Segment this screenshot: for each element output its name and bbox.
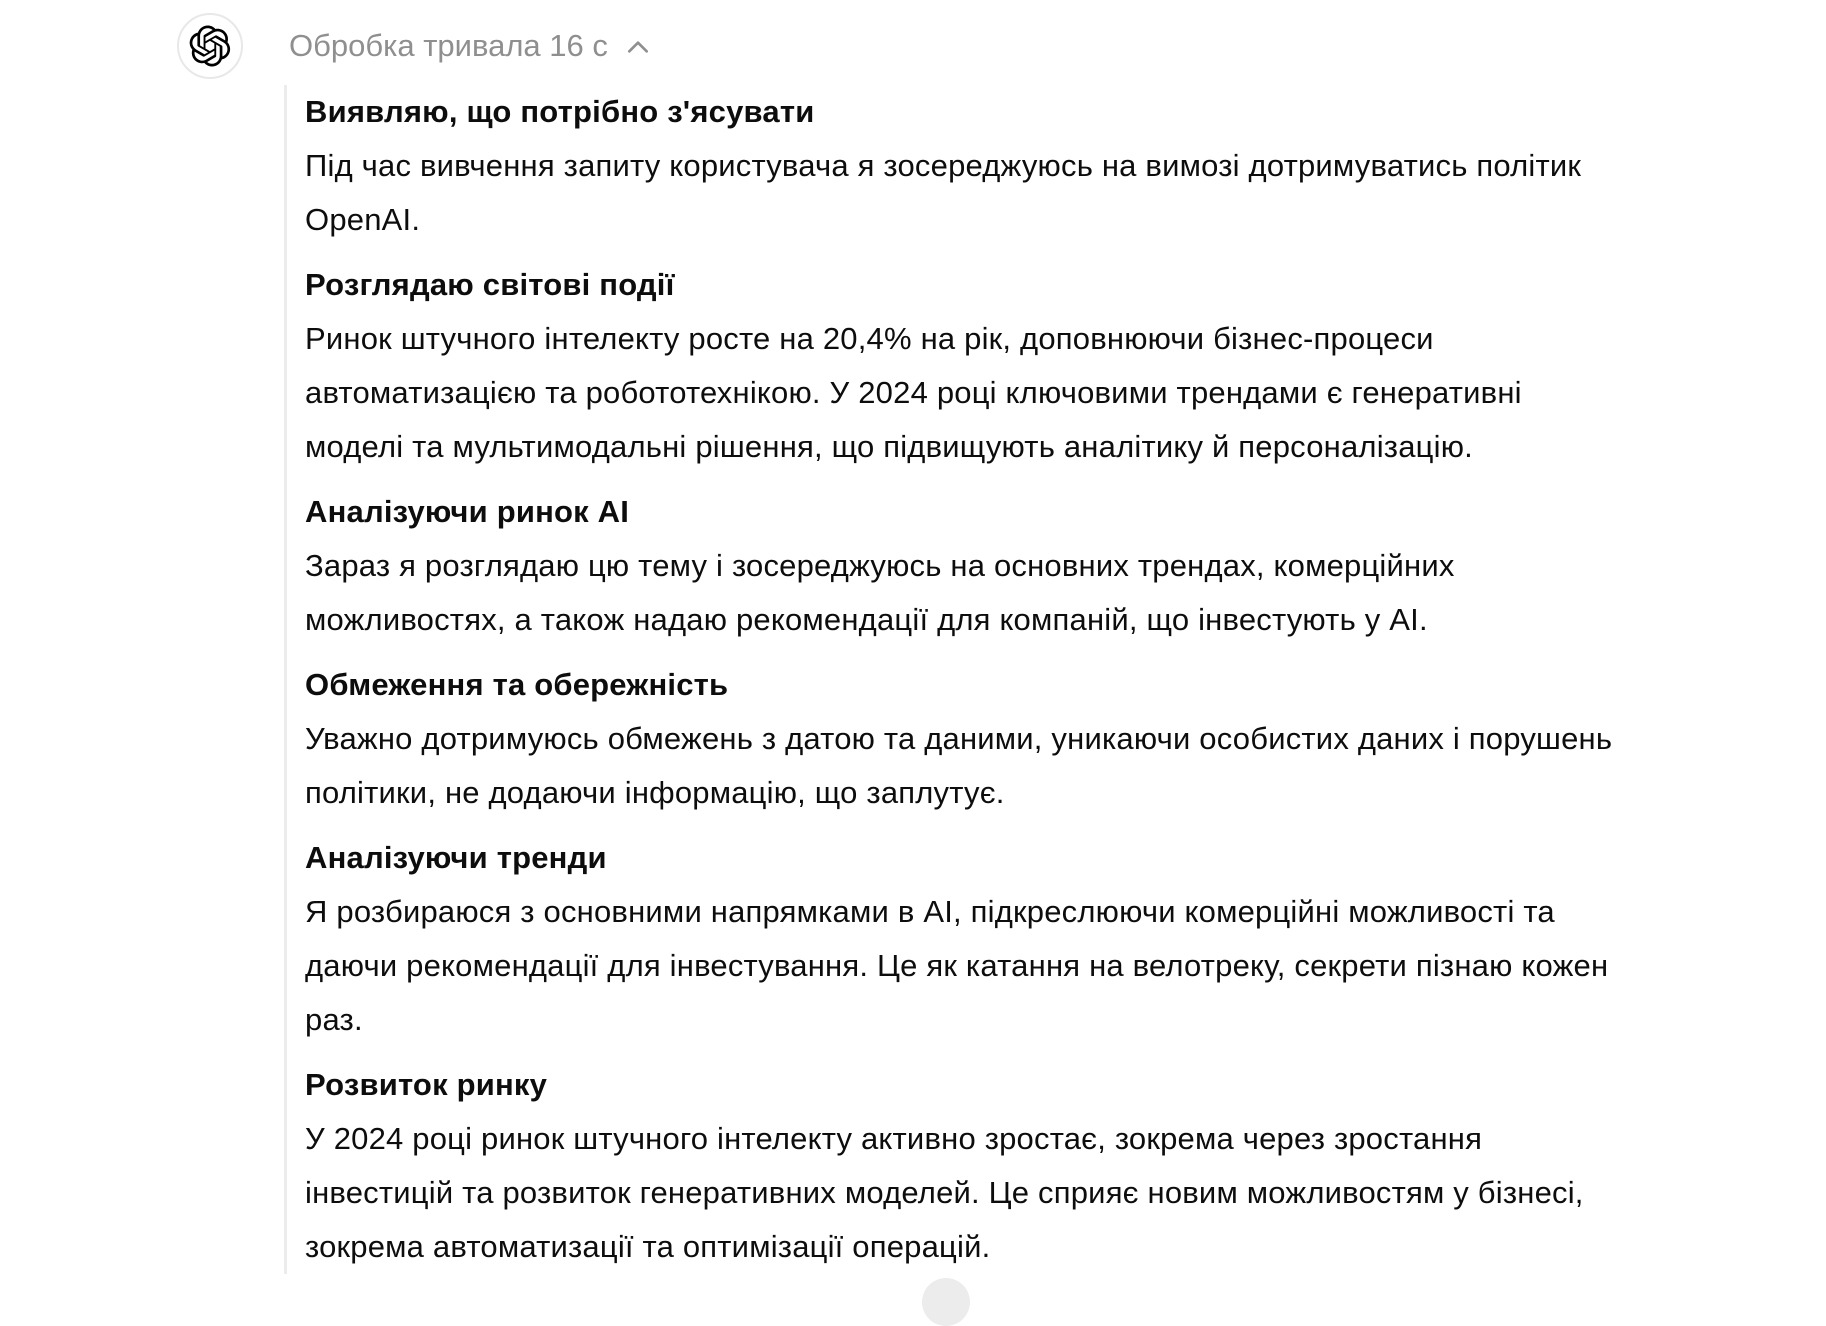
assistant-avatar — [177, 13, 243, 79]
paragraph-line: раз. — [305, 1002, 363, 1037]
thinking-trace — [284, 85, 1784, 1274]
section-heading: Розвиток ринку — [305, 1067, 548, 1102]
section-heading: Розглядаю світові події — [305, 267, 675, 302]
paragraph-line: Уважно дотримуюсь обмежень з датою та даними, уникаючи особистих даних і порушень — [305, 721, 1613, 756]
paragraph-line: моделі та мультимодальні рішення, що підвищують аналітику й персоналізацію. — [305, 429, 1473, 464]
paragraph-line: Ринок штучного інтелекту росте на 20,4% на рік, доповнюючи бізнес-процеси — [305, 321, 1434, 356]
paragraph-line: зокрема автоматизації та оптимізації операцій. — [305, 1229, 991, 1264]
openai-logo-icon — [189, 25, 231, 67]
section-heading: Аналізуючи тренди — [305, 840, 607, 875]
section-paragraph — [305, 312, 1784, 474]
trace-section — [305, 831, 1784, 1047]
section-paragraph — [305, 539, 1784, 647]
chevron-up-icon — [622, 32, 654, 64]
thinking-trace-toggle[interactable] — [289, 27, 654, 64]
trace-section — [305, 658, 1784, 820]
paragraph-line: OpenAI. — [305, 202, 421, 237]
section-heading: Обмеження та обережність — [305, 667, 729, 702]
section-heading: Виявляю, що потрібно з'ясувати — [305, 94, 815, 129]
paragraph-line: Під час вивчення запиту користувача я зосереджуюсь на вимозі дотримуватись політик — [305, 148, 1582, 183]
trace-section — [305, 258, 1784, 474]
paragraph-line: Я розбираюся з основними напрямками в AI, підкреслюючи комерційні можливості та — [305, 894, 1555, 929]
duration-label: Обробка тривала 16 с — [289, 28, 608, 64]
paragraph-line: У 2024 році ринок штучного інтелекту активно зростає, зокрема через зростання — [305, 1121, 1483, 1156]
section-paragraph — [305, 885, 1784, 1047]
paragraph-line: автоматизацією та робототехнікою. У 2024 році ключовими трендами є генеративні — [305, 375, 1522, 410]
paragraph-line: політики, не додаючи інформацію, що заплутує. — [305, 775, 1005, 810]
trace-section — [305, 485, 1784, 647]
paragraph-line: Зараз я розглядаю цю тему і зосереджуюсь на основних трендах, комерційних — [305, 548, 1455, 583]
paragraph-line: можливостях, а також надаю рекомендації для компаній, що інвестують у AI. — [305, 602, 1428, 637]
trace-section — [305, 1058, 1784, 1274]
paragraph-line: інвестицій та розвиток генеративних моделей. Це сприяє новим можливостям у бізнесі, — [305, 1175, 1584, 1210]
section-paragraph — [305, 1112, 1784, 1274]
section-paragraph — [305, 712, 1784, 820]
next-avatar-peek — [922, 1278, 970, 1326]
message-header — [0, 0, 1826, 79]
paragraph-line: даючи рекомендації для інвестування. Це як катання на велотреку, секрети пізнаю кожен — [305, 948, 1609, 983]
section-paragraph — [305, 139, 1784, 247]
trace-section — [305, 85, 1784, 247]
section-heading: Аналізуючи ринок AI — [305, 494, 630, 529]
